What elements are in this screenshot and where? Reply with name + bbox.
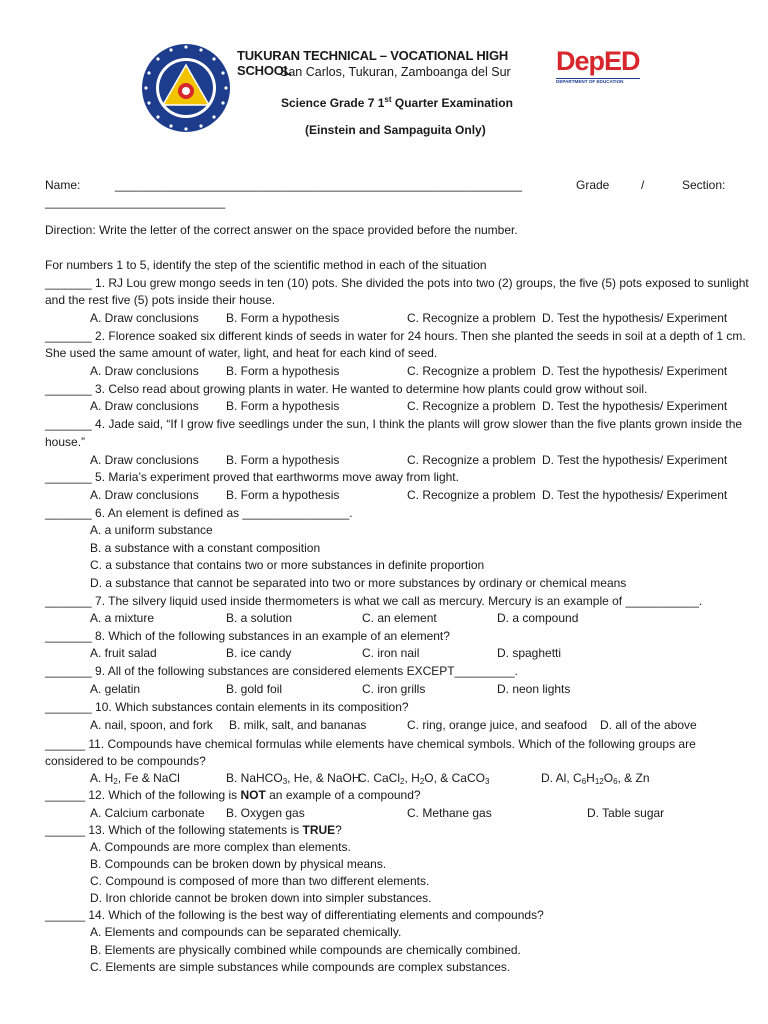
q7-choice-d: D. a compound bbox=[497, 611, 579, 625]
q12-choice-a: A. Calcium carbonate bbox=[90, 806, 205, 820]
question-6: _______ 6. An element is defined as ________________. bbox=[45, 506, 353, 520]
q7-choice-a: A. a mixture bbox=[90, 611, 155, 625]
q4-choice-d: D. Test the hypothesis/ Experiment bbox=[542, 453, 728, 467]
q1-choice-a: A. Draw conclusions bbox=[90, 311, 199, 325]
q9-choice-c: C. iron grills bbox=[362, 682, 426, 696]
school-address: San Carlos, Tukuran, Zamboanga del Sur bbox=[280, 65, 511, 79]
q10-choice-a: A. nail, spoon, and fork bbox=[90, 718, 213, 732]
instruction: For numbers 1 to 5, identify the step of the scientific method in each of the situation bbox=[45, 258, 487, 272]
q1-choice-d: D. Test the hypothesis/ Experiment bbox=[542, 311, 728, 325]
question-13-post: ? bbox=[335, 823, 342, 837]
q13-choice-b: B. Compounds can be broken down by physical means. bbox=[90, 857, 387, 871]
q4-choice-a: A. Draw conclusions bbox=[90, 453, 199, 467]
school-name: TUKURAN TECHNICAL – VOCATIONAL HIGH SCHOOL bbox=[237, 48, 509, 78]
deped-logo-word: DepED bbox=[556, 46, 640, 76]
q11-choice-d: D. Al, $C_6H_{12}O_6$, & Zn bbox=[541, 771, 650, 786]
q3-choice-d: D. Test the hypothesis/ Experiment bbox=[542, 399, 728, 413]
q7-choice-b: B. a solution bbox=[226, 611, 293, 625]
q12-choice-d: D. Table sugar bbox=[587, 806, 665, 820]
q2-choice-b: B. Form a hypothesis bbox=[226, 364, 340, 378]
q8-choice-b: B. ice candy bbox=[226, 646, 292, 660]
question-9: _______ 9. All of the following substances are considered elements EXCEPT_________. bbox=[45, 664, 518, 678]
question-3: _______ 3. Celso read about growing plants in water. He wanted to determine how plants could grow without soil. bbox=[45, 382, 648, 396]
grade-slash: / bbox=[641, 178, 645, 192]
deped-logo bbox=[556, 46, 640, 96]
q13-choice-a: A. Compounds are more complex than elements. bbox=[90, 840, 351, 854]
q11-choice-c: C. CaCl$_2$, $H_2O$, & CaCO$_3$ bbox=[358, 771, 490, 786]
school-seal bbox=[141, 43, 231, 133]
name-label: Name: bbox=[45, 178, 81, 192]
q8-choice-d: D. spaghetti bbox=[497, 646, 562, 660]
question-12-post: an example of a compound? bbox=[265, 788, 421, 802]
question-1-line2: and the rest five (5) pots inside their house. bbox=[45, 293, 276, 307]
q8-choice-a: A. fruit salad bbox=[90, 646, 157, 660]
q7-choice-c: C. an element bbox=[362, 611, 437, 625]
section-label: Section: bbox=[682, 178, 726, 192]
q9-choice-a: A. gelatin bbox=[90, 682, 141, 696]
q9-choice-d: D. neon lights bbox=[497, 682, 571, 696]
exam-title-suffix: Quarter Examination bbox=[391, 96, 513, 110]
question-10: _______ 10. Which substances contain elements in its composition? bbox=[45, 700, 409, 714]
q13-choice-d: D. Iron chloride cannot be broken down into simpler substances. bbox=[90, 891, 432, 905]
question-13-pre: ______ 13. Which of the following statements is bbox=[45, 823, 303, 837]
question-12 bbox=[45, 788, 421, 802]
q5-choice-d: D. Test the hypothesis/ Experiment bbox=[542, 488, 728, 502]
q4-choice-c: C. Recognize a problem bbox=[407, 453, 536, 467]
q12-choice-b: B. Oxygen gas bbox=[226, 806, 305, 820]
exam-title-sup: st bbox=[384, 95, 392, 104]
q1-choice-b: B. Form a hypothesis bbox=[226, 311, 340, 325]
q6-choice-b: B. a substance with a constant composition bbox=[90, 541, 321, 555]
exam-title-prefix: Science Grade 7 1 bbox=[281, 96, 385, 110]
q5-choice-c: C. Recognize a problem bbox=[407, 488, 536, 502]
q4-choice-b: B. Form a hypothesis bbox=[226, 453, 340, 467]
q13-choice-c: C. Compound is composed of more than two different elements. bbox=[90, 874, 430, 888]
question-7: _______ 7. The silvery liquid used inside thermometers is what we call as mercury. Mercury is an example of ___________. bbox=[45, 594, 703, 608]
q2-choice-c: C. Recognize a problem bbox=[407, 364, 536, 378]
q11-choice-a: A. $H_2$, Fe & NaCl bbox=[90, 771, 180, 786]
q2-choice-d: D. Test the hypothesis/ Experiment bbox=[542, 364, 728, 378]
q2-choice-a: A. Draw conclusions bbox=[90, 364, 199, 378]
q6-choice-a: A. a uniform substance bbox=[90, 523, 213, 537]
question-2-line1: _______ 2. Florence soaked six different kinds of seeds in water for 24 hours. Then she planted the seeds in soil at a depth of 1 cm. bbox=[45, 329, 746, 343]
question-13 bbox=[45, 823, 342, 837]
q9-choice-b: B. gold foil bbox=[226, 682, 283, 696]
q3-choice-c: C. Recognize a problem bbox=[407, 399, 536, 413]
question-14: ______ 14. Which of the following is the best way of differentiating elements and compounds? bbox=[45, 908, 544, 922]
grade-label: Grade bbox=[576, 178, 610, 192]
q1-choice-c: C. Recognize a problem bbox=[407, 311, 536, 325]
question-12-pre: ______ 12. Which of the following is bbox=[45, 788, 241, 802]
question-11-line1: ______ 11. Compounds have chemical formulas while elements have chemical symbols. Which of the following groups are bbox=[45, 737, 696, 751]
question-12-emphasis: NOT bbox=[240, 788, 266, 802]
q8-choice-c: C. iron nail bbox=[362, 646, 420, 660]
q5-choice-b: B. Form a hypothesis bbox=[226, 488, 340, 502]
q6-choice-d: D. a substance that cannot be separated into two or more substances by ordinary or chemical means bbox=[90, 576, 627, 590]
question-11-line2: considered to be compounds? bbox=[45, 754, 206, 768]
question-4-line1: _______ 4. Jade said, “If I grow five seedlings under the sun, I think the plants will grow slower than the five plants grown inside the bbox=[45, 417, 743, 431]
section-field[interactable]: ___________________________ bbox=[45, 195, 226, 209]
q6-choice-c: C. a substance that contains two or more substances in definite proportion bbox=[90, 558, 485, 572]
exam-title bbox=[281, 95, 513, 110]
question-4-line2: house.” bbox=[45, 435, 86, 449]
direction: Direction: Write the letter of the correct answer on the space provided before the number. bbox=[45, 223, 518, 237]
q10-choice-c: C. ring, orange juice, and seafood bbox=[407, 718, 588, 732]
deped-logo-subtitle: DEPARTMENT OF EDUCATION bbox=[556, 78, 640, 84]
school-seal-icon bbox=[141, 43, 231, 133]
q10-choice-d: D. all of the above bbox=[600, 718, 697, 732]
q12-choice-c: C. Methane gas bbox=[407, 806, 492, 820]
question-2-line2: She used the same amount of water, light, and heat for each kind of seed. bbox=[45, 346, 438, 360]
q3-choice-b: B. Form a hypothesis bbox=[226, 399, 340, 413]
q11-choice-b: B. NaHCO$_3$, He, & NaOH bbox=[226, 771, 361, 786]
q5-choice-a: A. Draw conclusions bbox=[90, 488, 199, 502]
exam-sections: (Einstein and Sampaguita Only) bbox=[305, 123, 486, 137]
q14-choice-a: A. Elements and compounds can be separated chemically. bbox=[90, 925, 402, 939]
q3-choice-a: A. Draw conclusions bbox=[90, 399, 199, 413]
question-5: _______ 5. Maria’s experiment proved that earthworms move away from light. bbox=[45, 470, 459, 484]
question-1-line1: _______ 1. RJ Lou grew mongo seeds in ten (10) pots. She divided the pots into two (2) groups, the five (5) pots exposed to sunlight bbox=[45, 276, 749, 290]
q10-choice-b: B. milk, salt, and bananas bbox=[229, 718, 367, 732]
name-field[interactable]: _____________________________________________________________ bbox=[115, 178, 523, 192]
question-8: _______ 8. Which of the following substances in an example of an element? bbox=[45, 629, 450, 643]
question-13-emphasis: TRUE bbox=[302, 823, 336, 837]
q14-choice-c: C. Elements are simple substances while compounds are complex substances. bbox=[90, 960, 511, 974]
q14-choice-b: B. Elements are physically combined while compounds are chemically combined. bbox=[90, 943, 521, 957]
